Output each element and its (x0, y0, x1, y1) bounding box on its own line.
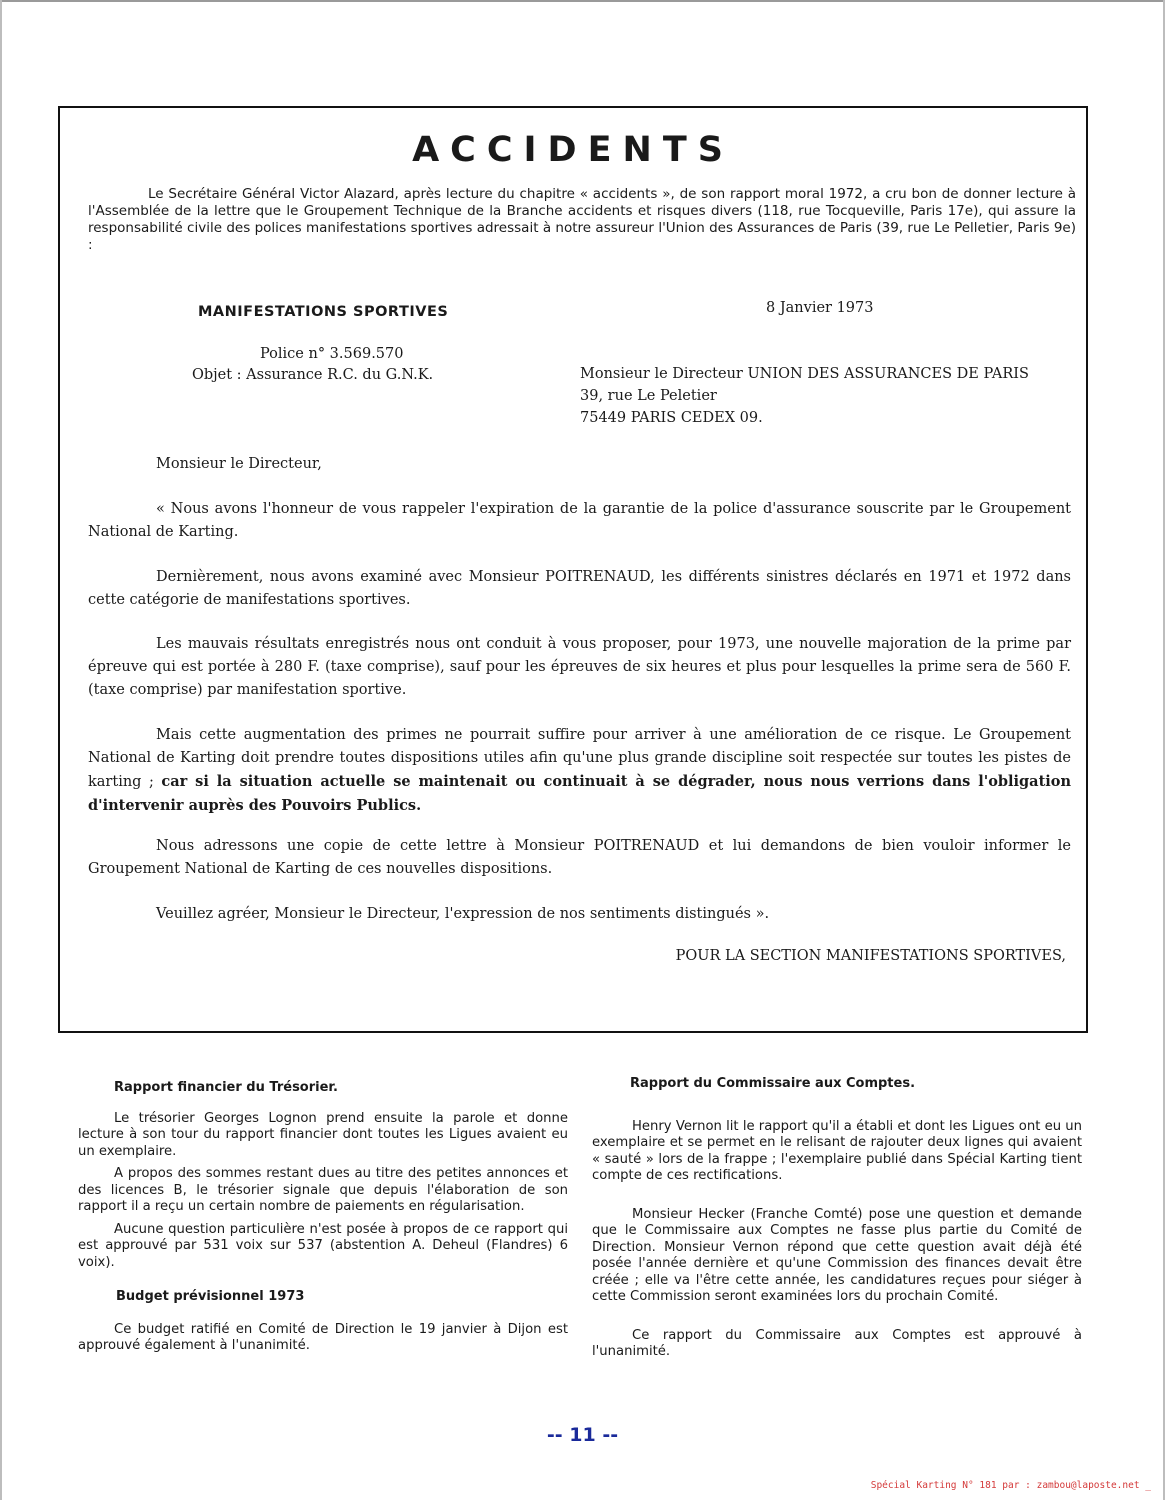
paragraph-text: Mais cette augmentation des primes ne pourrait suffire pour arriver à une amélioration de ce risque. Le Groupement National de Karting doit prendre toutes dispositions utiles afin qu'une plus grande discipline soit respectée sur toutes les pistes de karting ; (88, 727, 1071, 790)
column-paragraph: Monsieur Hecker (Franche Comté) pose une question et demande que le Commissaire aux Comptes ne fasse plus partie du Comité de Direction. Monsieur Vernon répond que cette question avait déjà été posée l'année dernière et qu'une Commission des finances devait être créée ; elle va l'être cette année, les candidatures reçues pour siéger à cette Commission seront examinées lors du prochain Comité. (592, 1206, 1082, 1304)
letter-signature: POUR LA SECTION MANIFESTATIONS SPORTIVES, (675, 948, 1066, 964)
section-heading: Rapport du Commissaire aux Comptes. (630, 1076, 916, 1091)
page-edge-top (0, 0, 1165, 2)
section-heading: Rapport financier du Trésorier. (114, 1080, 338, 1095)
letter-paragraph: Veuillez agréer, Monsieur le Directeur, l'expression de nos sentiments distingués ». (156, 906, 770, 922)
letter-subject: Objet : Assurance R.C. du G.N.K. (192, 367, 434, 383)
recipient-line: 75449 PARIS CEDEX 09. (580, 410, 763, 426)
accidents-box (58, 106, 1088, 1033)
recipient-line: Monsieur le Directeur UNION DES ASSURANCES DE PARIS (580, 366, 1029, 382)
column-paragraph: Ce rapport du Commissaire aux Comptes est approuvé à l'unanimité. (592, 1327, 1082, 1359)
letter-paragraph: Les mauvais résultats enregistrés nous ont conduit à vous proposer, pour 1973, une nouvelle majoration de la prime par épreuve qui est portée à 280 F. (taxe comprise), sauf pour les épreuves de six heures et plus pour lesquelles la prime sera de 560 F. (taxe comprise) par manifestation sportive. (88, 636, 1071, 698)
column-paragraph: Aucune question particulière n'est posée à propos de ce rapport qui est approuvé par 531 voix sur 537 (abstention A. Deheul (Flandres) 6 voix). (78, 1221, 568, 1270)
letter-heading: MANIFESTATIONS SPORTIVES (198, 304, 449, 320)
left-column (78, 1080, 568, 1361)
right-column (592, 1076, 1082, 1383)
letter-paragraph: Nous adressons une copie de cette lettre à Monsieur POITRENAUD et lui demandons de bien vouloir informer le Groupement National de Karting de ces nouvelles dispositions. (88, 838, 1071, 877)
column-paragraph: A propos des sommes restant dues au titre des petites annonces et des licences B, le trésorier signale que depuis l'élaboration de son rapport il a reçu un certain nombre de paiements en régularisation. (78, 1166, 568, 1214)
article-title: ACCIDENTS (412, 130, 734, 170)
paragraph-emphasis: car si la situation actuelle se maintenait ou continuait à se dégrader, nous nous verrions dans l'obligation d'intervenir auprès des Pouvoirs Publics. (88, 773, 1071, 814)
section-heading: Budget prévisionnel 1973 (116, 1289, 305, 1304)
column-paragraph: Ce budget ratifié en Comité de Direction le 19 janvier à Dijon est approuvé également à l'unanimité. (78, 1321, 568, 1353)
column-paragraph: Henry Vernon lit le rapport qu'il a établi et dont les Ligues ont eu un exemplaire et se permet en le relisant de rajouter deux lignes qui avaient « sauté » lors de la frappe ; l'exemplaire publié dans Spécial Karting tient compte de ces rectifications. (592, 1118, 1082, 1183)
letter-salutation: Monsieur le Directeur, (156, 456, 322, 472)
article-intro: Le Secrétaire Général Victor Alazard, après lecture du chapitre « accidents », de son rapport moral 1972, a cru bon de donner lecture à l'Assemblée de la lettre que le Groupement Technique de la Branche accidents et risques divers (118, rue Tocqueville, Paris 17e), qui assure la responsabilité civile des polices manifestations sportives adressait à notre assureur l'Union des Assurances de Paris (39, rue Le Pelletier, Paris 9e) : (88, 186, 1076, 253)
page-edge-left (0, 0, 2, 1500)
page-number: -- 11 -- (546, 1424, 619, 1446)
policy-number: Police n° 3.569.570 (260, 346, 404, 362)
recipient-address (580, 363, 1029, 429)
letter-paragraph: « Nous avons l'honneur de vous rappeler l'expiration de la garantie de la police d'assurance souscrite par le Groupement National de Karting. (88, 501, 1071, 540)
letter-date: 8 Janvier 1973 (766, 300, 874, 316)
letter-paragraph: Dernièrement, nous avons examiné avec Monsieur POITRENAUD, les différents sinistres déclarés en 1971 et 1972 dans cette catégorie de manifestations sportives. (88, 569, 1071, 608)
column-paragraph: Le trésorier Georges Lognon prend ensuite la parole et donne lecture à son tour du rapport financier dont toutes les Ligues avaient eu un exemplaire. (78, 1110, 568, 1159)
footer-credit: Spécial Karting N° 181 par : zambou@laposte.net _ (870, 1480, 1151, 1491)
recipient-line: 39, rue Le Peletier (580, 388, 717, 404)
letter-paragraph (88, 724, 1071, 818)
